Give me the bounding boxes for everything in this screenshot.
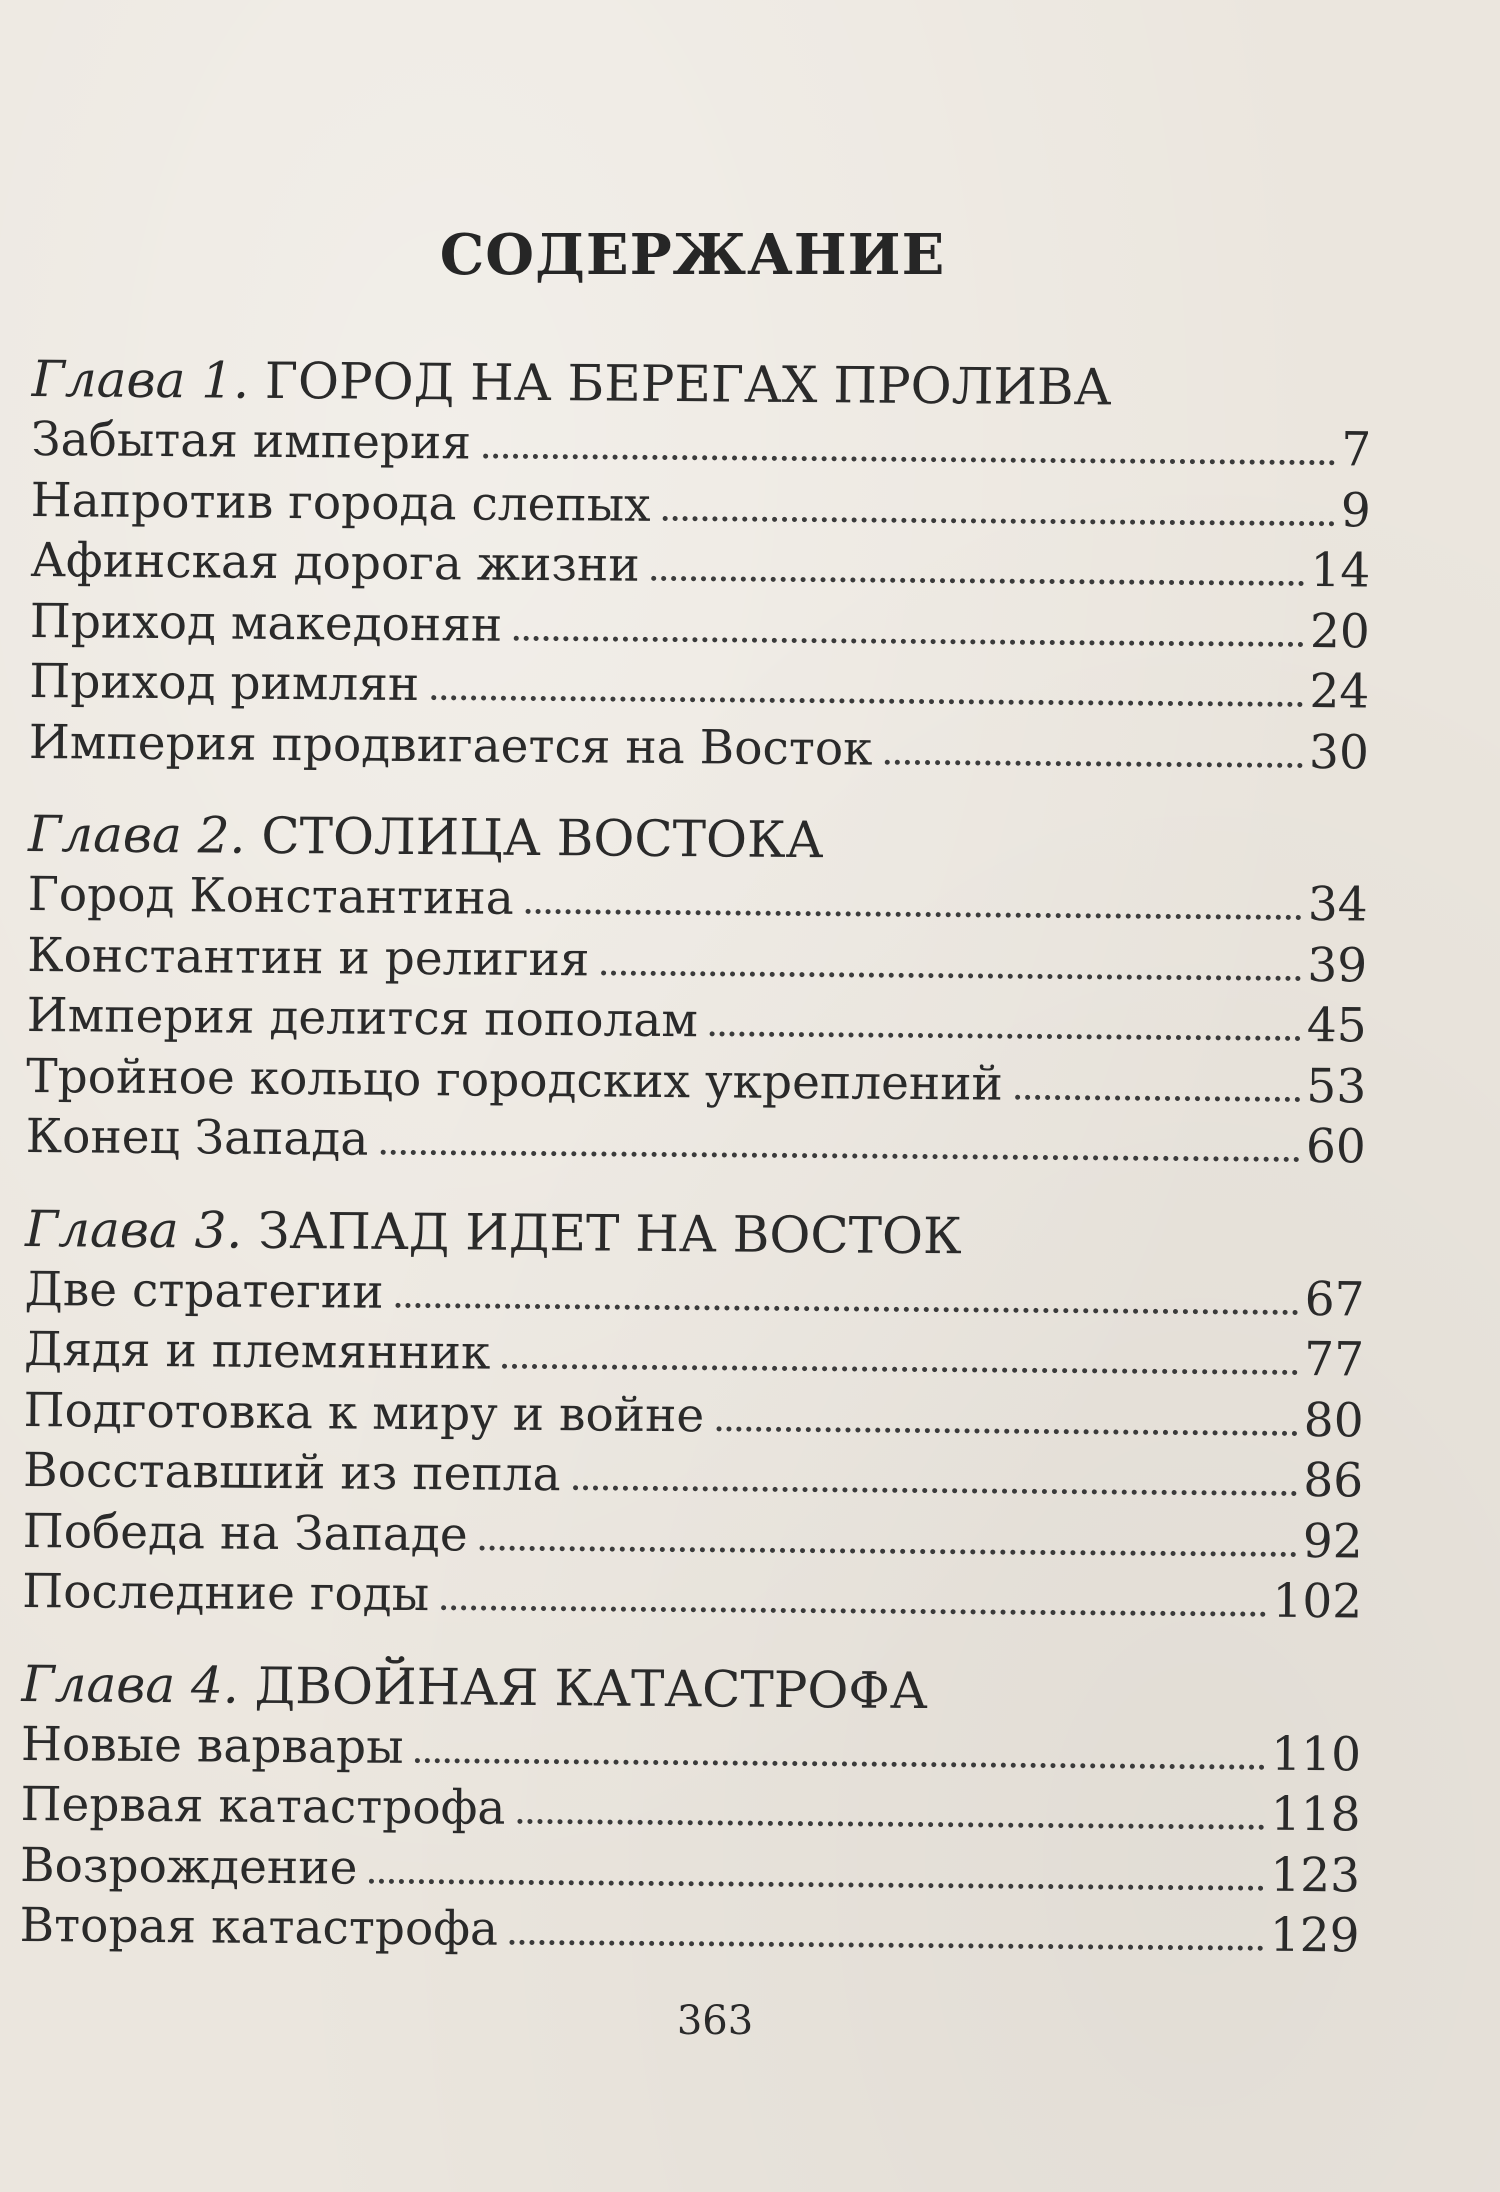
chapter-label: Глава 4. bbox=[21, 1654, 239, 1715]
dot-leader bbox=[601, 970, 1301, 980]
entry-page: 67 bbox=[1304, 1271, 1365, 1327]
entry-title: Приход македонян bbox=[29, 593, 503, 653]
chapter-name: ДВОЙНАЯ КАТАСТРОФА bbox=[254, 1656, 929, 1720]
chapter-2 bbox=[26, 803, 1369, 1178]
table-of-contents bbox=[19, 348, 1372, 1997]
entry-page: 110 bbox=[1271, 1726, 1362, 1782]
page-number: 363 bbox=[676, 1998, 754, 2044]
chapter-name: СТОЛИЦА ВОСТОКА bbox=[261, 806, 824, 870]
toc-entry bbox=[23, 1380, 1363, 1451]
entry-page: 14 bbox=[1310, 543, 1371, 599]
entry-title: Подготовка к миру и войне bbox=[23, 1382, 705, 1443]
entry-title: Тройное кольцо городских укреплений bbox=[26, 1048, 1004, 1112]
entry-page: 20 bbox=[1309, 603, 1371, 660]
dot-leader bbox=[710, 1031, 1301, 1041]
dot-leader bbox=[431, 695, 1303, 707]
toc-entry bbox=[29, 652, 1369, 723]
dot-leader bbox=[369, 1878, 1264, 1890]
dot-leader bbox=[510, 1940, 1264, 1951]
dot-leader bbox=[380, 1150, 1300, 1162]
entry-page: 118 bbox=[1270, 1786, 1361, 1843]
toc-entry bbox=[30, 531, 1370, 602]
toc-entry bbox=[24, 1320, 1364, 1391]
dot-leader bbox=[1015, 1094, 1301, 1101]
entry-title: Константин и религия bbox=[27, 927, 590, 987]
dot-leader bbox=[652, 576, 1305, 586]
entry-title: Приход римлян bbox=[29, 653, 420, 713]
entry-page: 7 bbox=[1341, 422, 1372, 478]
toc-entry bbox=[22, 1501, 1362, 1572]
toc-entry bbox=[27, 986, 1367, 1057]
entry-title: Империя делится пополам bbox=[26, 987, 699, 1049]
dot-leader bbox=[483, 454, 1335, 466]
entry-title: Вторая катастрофа bbox=[19, 1897, 499, 1957]
entry-page: 129 bbox=[1269, 1907, 1360, 1964]
entry-page: 77 bbox=[1304, 1332, 1365, 1388]
entry-title: Первая катастрофа bbox=[20, 1776, 506, 1836]
entry-page: 24 bbox=[1309, 664, 1370, 720]
dot-leader bbox=[884, 759, 1303, 767]
chapter-4 bbox=[19, 1652, 1361, 1967]
dot-leader bbox=[415, 1758, 1265, 1770]
toc-entry bbox=[27, 925, 1367, 996]
entry-page: 60 bbox=[1305, 1119, 1366, 1175]
toc-entry bbox=[26, 1107, 1366, 1178]
toc-entry bbox=[23, 1441, 1363, 1512]
dot-leader bbox=[480, 1545, 1297, 1556]
entry-title: Конец Запада bbox=[25, 1108, 369, 1167]
chapter-3 bbox=[22, 1197, 1365, 1633]
chapter-label: Глава 1. bbox=[31, 349, 250, 410]
dot-leader bbox=[441, 1605, 1266, 1616]
entry-page: 39 bbox=[1307, 937, 1368, 994]
dot-leader bbox=[663, 515, 1335, 525]
toc-entry bbox=[20, 1775, 1360, 1846]
dot-leader bbox=[573, 1485, 1298, 1496]
chapter-label: Глава 2. bbox=[27, 804, 246, 865]
dot-leader bbox=[517, 1819, 1264, 1830]
chapter-1 bbox=[29, 348, 1372, 784]
toc-entry bbox=[20, 1835, 1360, 1906]
toc-entry bbox=[24, 1259, 1364, 1330]
entry-page: 9 bbox=[1340, 482, 1371, 539]
dot-leader bbox=[514, 635, 1304, 646]
entry-title: Победа на Западе bbox=[22, 1503, 468, 1562]
entry-title: Забытая империя bbox=[31, 411, 472, 471]
entry-page: 30 bbox=[1308, 724, 1370, 781]
toc-entry bbox=[21, 1714, 1361, 1785]
entry-page: 53 bbox=[1306, 1058, 1367, 1115]
toc-entry bbox=[19, 1896, 1359, 1967]
entry-title: Восставший из пепла bbox=[22, 1442, 561, 1503]
toc-entry bbox=[26, 1046, 1366, 1117]
toc-entry bbox=[31, 470, 1371, 541]
toc-entry bbox=[29, 712, 1369, 783]
entry-title: Возрождение bbox=[19, 1837, 358, 1896]
entry-title: Город Константина bbox=[27, 866, 514, 926]
toc-entry bbox=[31, 410, 1371, 481]
entry-page: 92 bbox=[1302, 1513, 1363, 1569]
entry-page: 45 bbox=[1306, 998, 1367, 1054]
chapter-name: ЗАПАД ИДЕТ НА ВОСТОК bbox=[258, 1201, 962, 1265]
chapter-heading bbox=[28, 803, 1368, 876]
chapter-heading bbox=[21, 1652, 1361, 1725]
chapter-name: ГОРОД НА БЕРЕГАХ ПРОЛИВА bbox=[264, 351, 1112, 417]
contents-title: СОДЕРЖАНИЕ bbox=[439, 222, 946, 288]
entry-title: Напротив города слепых bbox=[30, 472, 651, 533]
entry-title: Афинская дорога жизни bbox=[30, 532, 640, 593]
toc-entry bbox=[22, 1562, 1362, 1633]
entry-page: 86 bbox=[1303, 1453, 1364, 1509]
chapter-heading bbox=[25, 1197, 1365, 1270]
dot-leader bbox=[526, 909, 1302, 920]
chapter-heading bbox=[32, 348, 1372, 421]
entry-title: Две стратегии bbox=[24, 1261, 384, 1320]
toc-entry bbox=[27, 865, 1367, 936]
entry-title: Последние годы bbox=[22, 1563, 430, 1623]
toc-entry bbox=[30, 591, 1370, 662]
entry-page: 102 bbox=[1272, 1573, 1363, 1630]
entry-title: Новые варвары bbox=[20, 1716, 404, 1775]
entry-page: 123 bbox=[1270, 1847, 1361, 1903]
entry-title: Дядя и племянник bbox=[23, 1321, 491, 1381]
dot-leader bbox=[716, 1426, 1298, 1436]
entry-page: 34 bbox=[1307, 877, 1368, 933]
chapter-label: Глава 3. bbox=[24, 1199, 243, 1260]
entry-page: 80 bbox=[1303, 1392, 1364, 1448]
entry-title: Империя продвигается на Восток bbox=[28, 714, 873, 777]
dot-leader bbox=[395, 1302, 1298, 1314]
dot-leader bbox=[502, 1364, 1298, 1375]
